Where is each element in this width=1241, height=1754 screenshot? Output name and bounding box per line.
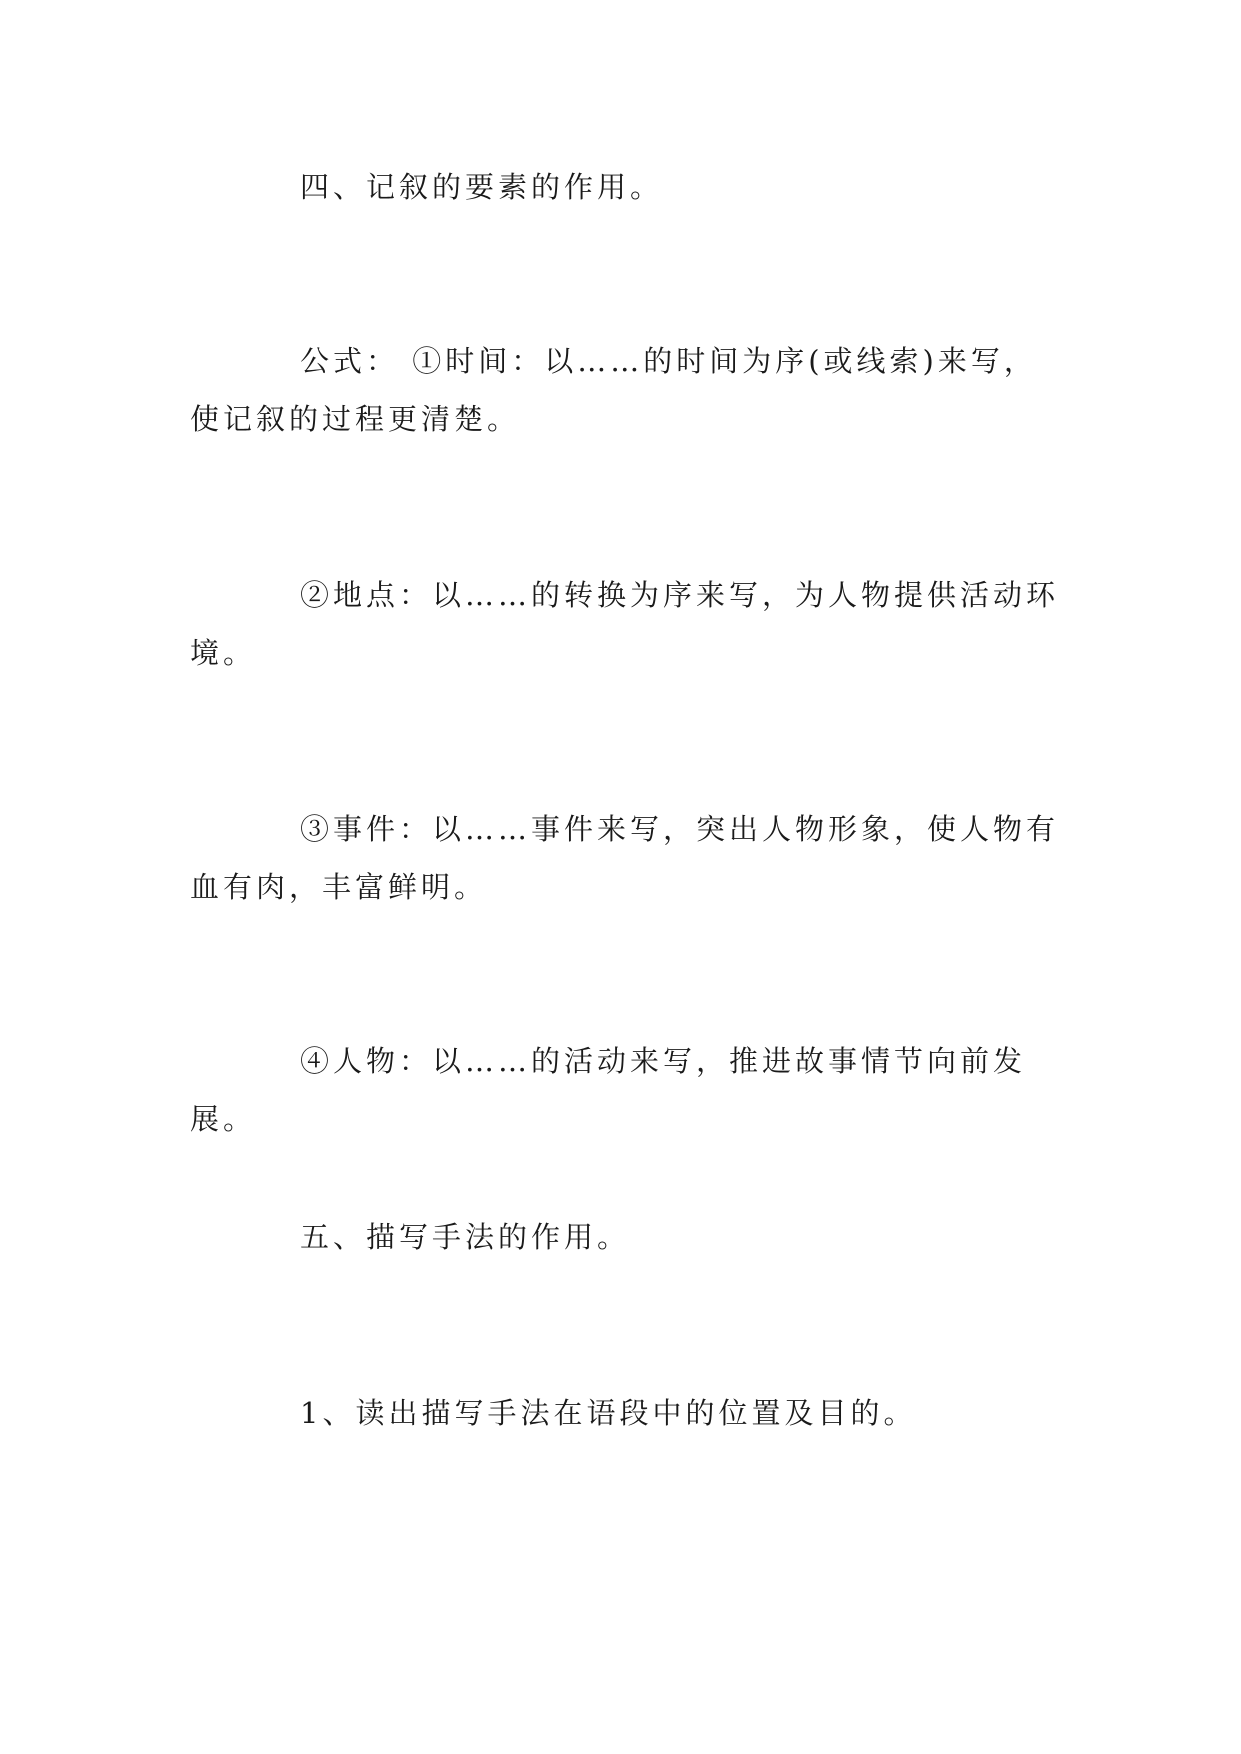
section-heading-five: 五、描写手法的作用。 (300, 1220, 631, 1254)
paragraph-character: ④人物：以……的活动来写，推进故事情节向前发展。 (190, 1044, 1027, 1136)
paragraph-formula-time: 公式： ①时间：以……的时间为序(或线索)来写，使记叙的过程更清楚。 (190, 344, 1037, 436)
paragraph-place: ②地点：以……的转换为序来写，为人物提供活动环境。 (190, 578, 1060, 670)
paragraph-item-one: 1、读出描写手法在语段中的位置及目的。 (300, 1396, 917, 1430)
paragraph-event: ③事件：以……事件来写，突出人物形象，使人物有血有肉，丰富鲜明。 (190, 812, 1060, 904)
section-heading-four: 四、记叙的要素的作用。 (300, 170, 664, 204)
